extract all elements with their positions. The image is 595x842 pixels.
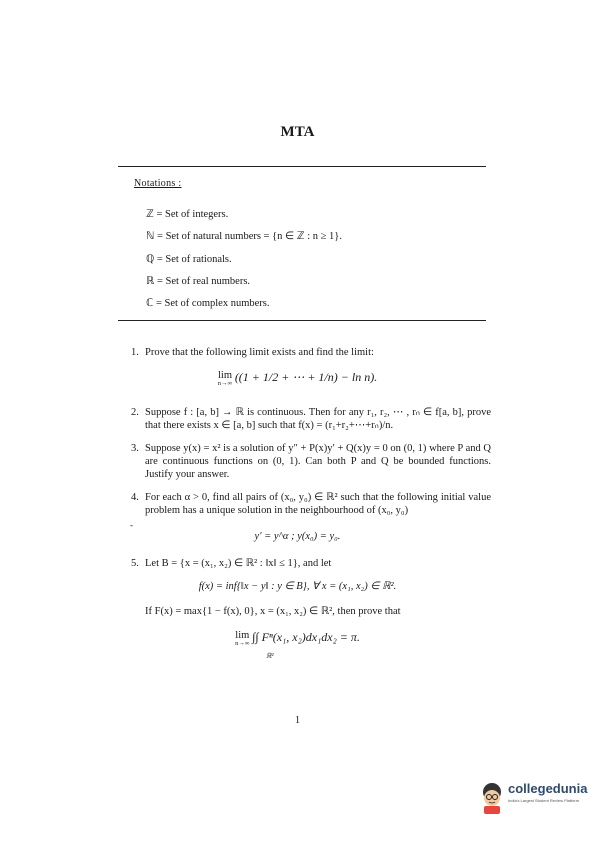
integral-body: ∫∫ Fⁿ(x₁, x₂)dx₁dx₂ = π. (252, 630, 360, 644)
lim-label: lim (235, 630, 250, 642)
limit-operator (218, 370, 232, 387)
question-number: 3. (131, 443, 139, 454)
question-text: Prove that the following limit exists and find the limit: (145, 347, 374, 358)
integral-expression (0, 630, 595, 647)
limit-body: ((1 + 1/2 + ⋯ + 1/n) − ln n). (234, 370, 378, 384)
top-rule (118, 166, 486, 167)
page-number: 1 (294, 715, 301, 726)
question-3 (131, 442, 491, 481)
logo-tagline: India's Largest Student Review Platform (508, 798, 580, 803)
question-2 (131, 406, 491, 432)
question-text: Suppose f : [a, b] → ℝ is continuous. Then for any r₁, r₂, ⋯ , rₙ ∈ f[a, b], prove that there exists x ∈ [a, b] such that f(x) = (r₁+r₂+⋯+rₙ)/n. (145, 407, 491, 431)
lim-label: lim (217, 370, 232, 382)
lim-subscript: n→∞ (217, 380, 233, 388)
question-5 (131, 557, 491, 570)
page-title: MTA (280, 124, 315, 140)
distance-function: f(x) = inf{‖x − y‖ : y ∈ B}, ∀ x = (x₁, x₂) ∈ ℝ². (198, 581, 397, 592)
notations-heading: Notations : (134, 178, 182, 189)
question-4 (131, 491, 491, 517)
question-number: 4. (131, 492, 139, 503)
question-text: Suppose y(x) = x² is a solution of y″ + P(x)y′ + Q(x)y = 0 on (0, 1) where P and Q are continuous functions on (0, 1). Can both P and Q be bounded functions. Justify your answer. (145, 443, 491, 480)
limit-operator (235, 630, 249, 647)
limit-expression (0, 370, 595, 387)
ivp-expression: y′ = y^α ; y(x₀) = y₀. (254, 531, 341, 542)
question-5-continuation: If F(x) = max{1 − f(x), 0}, x = (x₁, x₂) ∈ ℝ², then prove that (145, 606, 401, 617)
notation-naturals: ℕ = Set of natural numbers = {n ∈ ℤ : n ≥ 1}. (146, 231, 342, 242)
stray-dash: - (130, 520, 133, 530)
lim-subscript: n→∞ (235, 640, 250, 648)
question-text: Let B = {x = (x₁, x₂) ∈ ℝ² : ‖x‖ ≤ 1}, and let (145, 558, 332, 569)
notation-complex: ℂ = Set of complex numbers. (146, 298, 270, 309)
integral-region: ℝ² (266, 652, 274, 660)
question-text: For each α > 0, find all pairs of (x₀, y₀) ∈ ℝ² such that the following initial value problem has a unique solution in the neighbourhood of (x₀, y₀) (145, 492, 491, 516)
notation-reals: ℝ = Set of real numbers. (146, 276, 251, 287)
question-number: 5. (131, 558, 139, 569)
notation-rationals: ℚ = Set of rationals. (146, 254, 232, 265)
question-number: 1. (131, 347, 139, 358)
question-number: 2. (131, 407, 139, 418)
question-1 (131, 346, 491, 359)
bottom-rule (118, 320, 486, 321)
notation-integers: ℤ = Set of integers. (146, 209, 229, 220)
logo-wordmark: collegedunia (508, 781, 588, 796)
